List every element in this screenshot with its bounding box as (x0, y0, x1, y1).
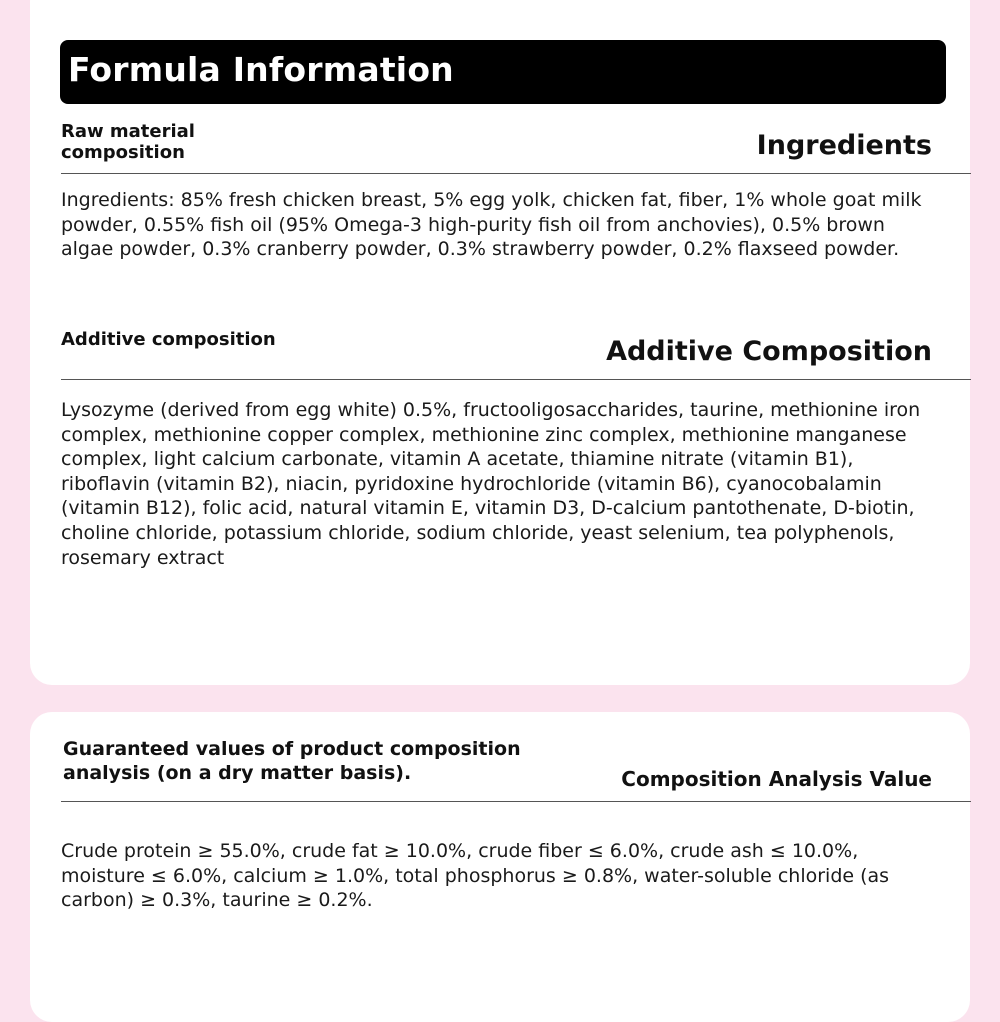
additive-heading: Additive Composition (606, 336, 932, 367)
additive-text: Lysozyme (derived from egg white) 0.5%, fructooligosaccharides, taurine, methionine iron complex, methionine copper complex, methionine zinc complex, methionine manganese complex, light calcium carbonate, vitamin A acetate, thiamine nitrate (vitamin B1), riboflavin (vitamin B2), niacin, pyridoxine hydrochloride (vitamin B6), cyanocobalamin (vitamin B12), folic acid, natural vitamin E, vitamin D3, D-calcium pantothenate, D-biotin, choline chloride, potassium chloride, sodium chloride, yeast selenium, tea polyphenols, rosemary extract (61, 399, 921, 569)
ingredients-text: Ingredients: 85% fresh chicken breast, 5% egg yolk, chicken fat, fiber, 1% whole goat milk powder, 0.55% fish oil (95% Omega-3 high-purity fish oil from anchovies), 0.5% brown algae powder, 0.3% cranberry powder, 0.3% strawberry powder, 0.2% flaxseed powder. (61, 189, 922, 261)
analysis-label: Guaranteed values of product composition analysis (on a dry matter basis). (63, 738, 521, 784)
page-title: Formula Information (60, 40, 946, 104)
ingredients-heading: Ingredients (756, 130, 932, 161)
divider (61, 173, 971, 174)
additive-label: Additive composition (61, 329, 276, 350)
divider (61, 801, 971, 802)
analysis-text: Crude protein ≥ 55.0%, crude fat ≥ 10.0%, crude fiber ≤ 6.0%, crude ash ≤ 10.0%, moisture ≤ 6.0%, calcium ≥ 1.0%, total phosphorus ≥ 0.8%, water-soluble chloride (as carbon) ≥ 0.3%, taurine ≥ 0.2%. (61, 840, 890, 912)
formula-card (30, 0, 970, 685)
analysis-card (30, 712, 970, 1022)
raw-material-label: Raw material composition (61, 121, 195, 163)
divider (61, 379, 971, 380)
analysis-heading: Composition Analysis Value (621, 767, 932, 791)
